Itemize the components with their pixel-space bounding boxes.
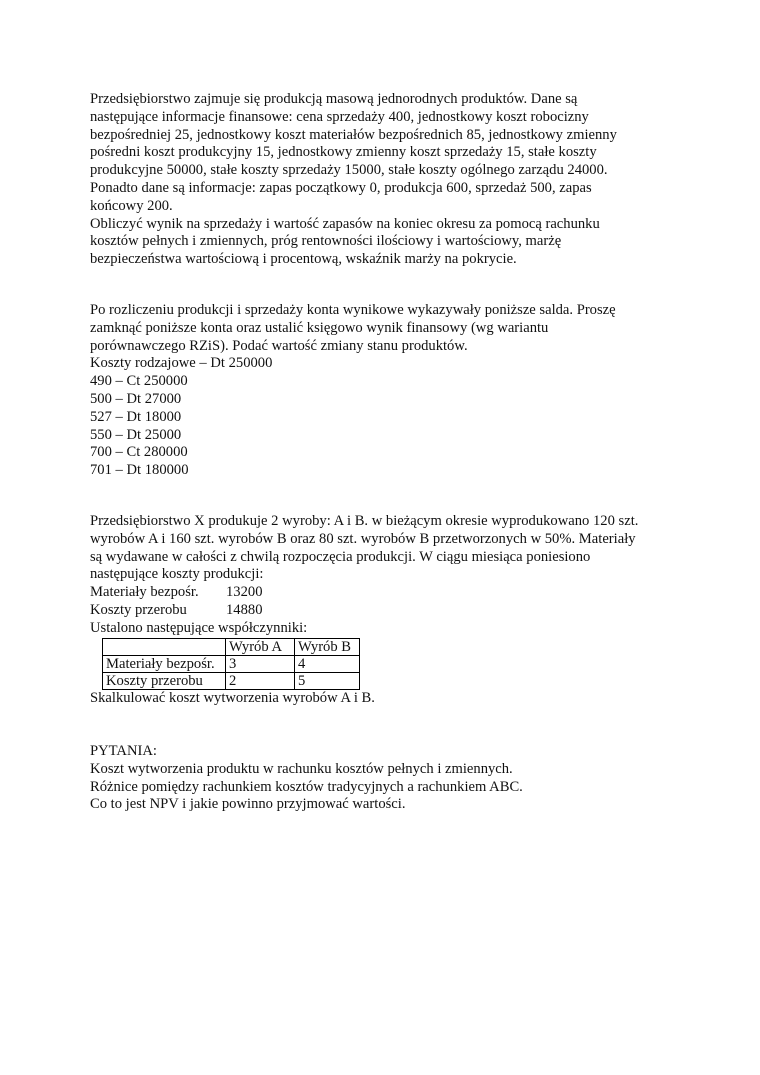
question-line: Co to jest NPV i jakie powinno przyjmować wartości. — [90, 796, 406, 813]
table-cell: Koszty przerobu — [103, 672, 226, 689]
task1-line: Obliczyć wynik na sprzedaży i wartość zapasów na koniec okresu za pomocą rachunku — [90, 215, 600, 232]
table-cell: 2 — [226, 672, 295, 689]
table-header-row — [103, 638, 360, 655]
table-header-cell: Wyrób B — [295, 638, 360, 655]
task3-section — [90, 513, 690, 707]
task3-line: wyrobów A i 160 szt. wyrobów B oraz 80 szt. wyrobów B przetworzonych w 50%. Materiały — [90, 530, 636, 547]
task3-line: są wydawane w całości z chwilą rozpoczęcia produkcji. W ciągu miesiąca poniesiono — [90, 548, 591, 565]
task2-line: 527 – Dt 18000 — [90, 408, 182, 425]
table-header-cell: Wyrób A — [226, 638, 295, 655]
cost-label: Koszty przerobu — [90, 601, 187, 618]
question-line: Koszt wytworzenia produktu w rachunku kosztów pełnych i zmiennych. — [90, 760, 513, 777]
table-row — [103, 672, 360, 689]
task1-line: bezpośredniej 25, jednostkowy koszt materiałów bezpośrednich 85, jednostkowy zmienny — [90, 126, 617, 143]
task2-line: 500 – Dt 27000 — [90, 390, 182, 407]
questions-heading: PYTANIA: — [90, 743, 157, 759]
task1-section — [90, 91, 690, 269]
task1-line: kosztów pełnych i zmiennych, próg rentowności ilościowy i wartościowy, marżę — [90, 233, 562, 250]
cost-label: Materiały bezpośr. — [90, 584, 199, 601]
table-row — [103, 655, 360, 672]
task2-line: 490 – Ct 250000 — [90, 373, 188, 390]
task2-section — [90, 302, 690, 480]
task3-line: Przedsiębiorstwo X produkuje 2 wyroby: A i B. w bieżącym okresie wyprodukowano 120 szt. — [90, 513, 639, 529]
cost-row — [90, 602, 690, 620]
task2-line: Koszty rodzajowe – Dt 250000 — [90, 355, 273, 372]
question-line: Różnice pomiędzy rachunkiem kosztów tradycyjnych a rachunkiem ABC. — [90, 778, 523, 795]
task3-closing: Skalkulować koszt wytworzenia wyrobów A i B. — [90, 689, 375, 706]
table-header-cell — [103, 638, 226, 655]
task1-line: Ponadto dane są informacje: zapas początkowy 0, produkcja 600, sprzedaż 500, zapas — [90, 179, 592, 196]
task1-line: bezpieczeństwa wartościową i procentową, wskaźnik marży na pokrycie. — [90, 251, 517, 268]
task2-line: 701 – Dt 180000 — [90, 462, 189, 479]
table-intro: Ustalono następujące współczynniki: — [90, 619, 308, 636]
task1-line: pośredni koszt produkcyjny 15, jednostkowy zmienny koszt sprzedaży 15, stałe koszty — [90, 144, 597, 161]
cost-row — [90, 584, 690, 602]
questions-section — [90, 743, 690, 814]
task1-line: następujące informacje finansowe: cena sprzedaży 400, jednostkowy koszt robocizny — [90, 108, 589, 125]
task1-line: Przedsiębiorstwo zajmuje się produkcją masową jednorodnych produktów. Dane są — [90, 91, 578, 107]
table-cell: 5 — [295, 672, 360, 689]
table-cell: Materiały bezpośr. — [103, 655, 226, 672]
task3-line: następujące koszty produkcji: — [90, 566, 264, 583]
coefficient-table — [102, 638, 360, 690]
task2-line: Po rozliczeniu produkcji i sprzedaży konta wynikowe wykazywały poniższe salda. Proszę — [90, 302, 616, 318]
task1-line: końcowy 200. — [90, 197, 173, 214]
cost-value: 14880 — [226, 601, 263, 618]
task2-line: zamknąć poniższe konta oraz ustalić księgowo wynik finansowy (wg wariantu — [90, 319, 549, 336]
table-cell: 4 — [295, 655, 360, 672]
cost-value: 13200 — [226, 584, 263, 601]
task2-line: 550 – Dt 25000 — [90, 426, 182, 443]
task2-line: porównawczego RZiS). Podać wartość zmiany stanu produktów. — [90, 337, 468, 354]
task1-line: produkcyjne 50000, stałe koszty sprzedaży 15000, stałe koszty ogólnego zarządu 24000. — [90, 162, 608, 179]
table-cell: 3 — [226, 655, 295, 672]
task2-line: 700 – Ct 280000 — [90, 444, 188, 461]
